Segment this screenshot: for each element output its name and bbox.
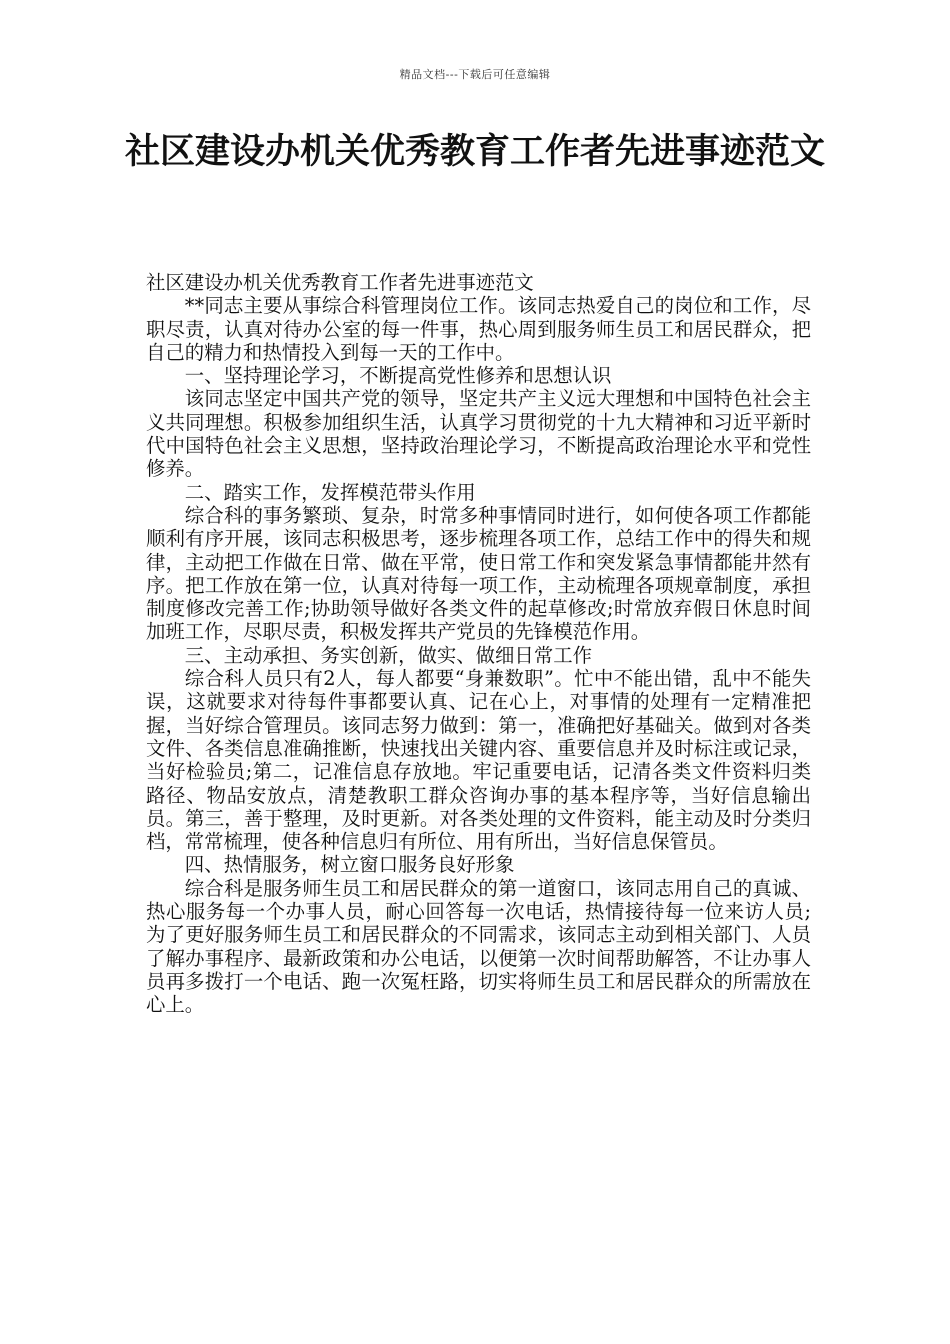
paragraph-intro: **同志主要从事综合科管理岗位工作。该同志热爱自己的岗位和工作，尽职尽责，认真对待办公室的每一件事，热心周到服务师生员工和居民群众，把自己的精力和热情投入到每一天的工作中。	[146, 294, 811, 364]
section-heading-3: 三、主动承担、务实创新，做实、做细日常工作	[184, 643, 592, 667]
section-heading-2: 二、踏实工作，发挥模范带头作用	[184, 480, 476, 504]
document-subtitle: 社区建设办机关优秀教育工作者先进事迹范文	[146, 271, 534, 294]
section-heading-4: 四、热情服务，树立窗口服务良好形象	[184, 853, 515, 877]
section-heading-1: 一、坚持理论学习，不断提高党性修养和思想认识	[184, 364, 612, 388]
document-body	[146, 271, 811, 1017]
page-header: 精品文档---下载后可任意编辑	[399, 68, 551, 81]
document-title: 社区建设办机关优秀教育工作者先进事迹范文	[124, 132, 825, 172]
paragraph-section-1: 该同志坚定中国共产党的领导，坚定共产主义远大理想和中国特色社会主义共同理想。积极参加组织生活，认真学习贯彻党的十九大精神和习近平新时代中国特色社会主义思想，坚持政治理论学习，不断提高政治理论水平和党性修养。	[146, 387, 811, 481]
paragraph-section-2: 综合科的事务繁琐、复杂，时常多种事情同时进行，如何使各项工作都能顺利有序开展，该同志积极思考，逐步梳理各项工作，总结工作中的得失和规律，主动把工作做在日常、做在平常，使日常工作和突发紧急事情都能井然有序。把工作放在第一位，认真对待每一项工作，主动梳理各项规章制度，承担制度修改完善工作;协助领导做好各类文件的起草修改;时常放弃假日休息时间加班工作，尽职尽责，积极发挥共产党员的先锋模范作用。	[146, 503, 811, 644]
paragraph-section-4: 综合科是服务师生员工和居民群众的第一道窗口，该同志用自己的真诚、热心服务每一个办事人员，耐心回答每一次电话，热情接待每一位来访人员;为了更好服务师生员工和居民群众的不同需求，该同志主动到相关部门、人员了解办事程序、最新政策和办公电话，以便第一次时间帮助解答，不让办事人员再多拨打一个电话、跑一次冤枉路，切实将师生员工和居民群众的所需放在心上。	[146, 876, 811, 1017]
paragraph-section-3: 综合科人员只有2人，每人都要“身兼数职”。忙中不能出错，乱中不能失误，这就要求对待每件事都要认真、记在心上，对事情的处理有一定精准把握，当好综合管理员。该同志努力做到：第一，准确把好基础关。做到对各类文件、各类信息准确推断，快速找出关键内容、重要信息并及时标注或记录，当好检验员;第二，记准信息存放地。牢记重要电话，记清各类文件资料归类路径、物品安放点，清楚教职工群众咨询办事的基本程序等，当好信息输出员。第三，善于整理，及时更新。对各类处理的文件资料，能主动及时分类归档，常常梳理，使各种信息归有所位、用有所出，当好信息保管员。	[146, 667, 811, 854]
